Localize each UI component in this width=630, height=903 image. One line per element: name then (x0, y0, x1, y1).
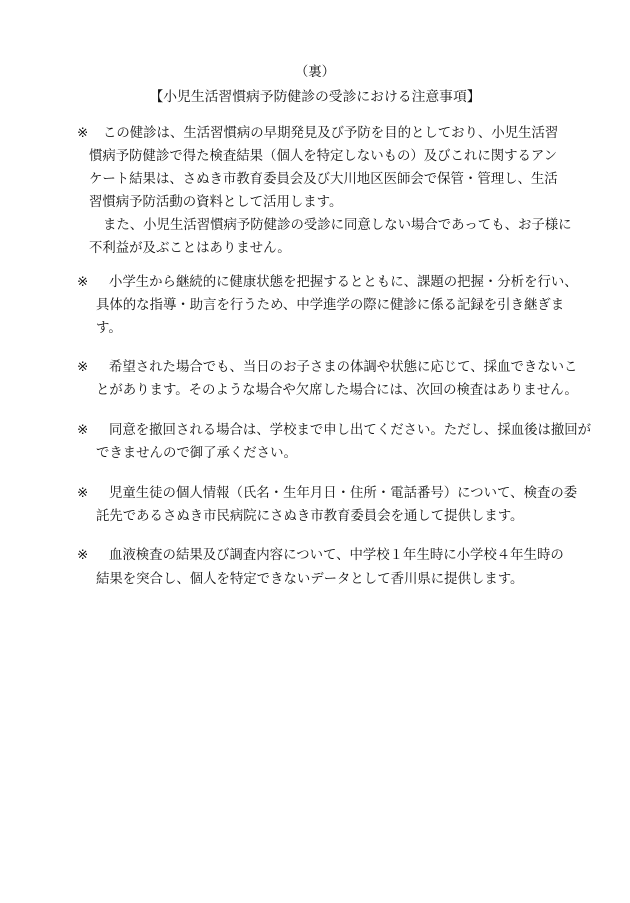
page-title: 【小児生活習慣病予防健診の受診における注意事項】 (149, 89, 481, 105)
note-marker: ※ (77, 548, 89, 563)
note-line: 小学生から継続的に健康状態を把握するとともに、課題の把握・分析を行い、 (109, 275, 578, 290)
note-marker: ※ (77, 126, 89, 141)
note-line: 同意を撤回される場合は、学校まで申し出てください。ただし、採血後は撤回が (109, 423, 592, 438)
note-line: ケート結果は、さぬき市教育委員会及び大川地区医師会で保管・管理し、生活 (89, 172, 558, 187)
note-line: す。 (96, 321, 122, 336)
note-marker: ※ (77, 486, 89, 501)
side-label: （裏） (294, 65, 336, 80)
note-marker: ※ (77, 360, 89, 375)
note-line: 慣病予防健診で得た検査結果（個人を特定しないもの）及びこれに関するアン (89, 149, 558, 164)
note-line: できませんので御了承ください。 (96, 446, 297, 461)
note-line: 希望された場合でも、当日のお子さまの体調や状態に応じて、採血できないこ (109, 360, 578, 375)
note-line: 血液検査の結果及び調査内容について、中学校１年生時に小学校４年生時の (109, 548, 564, 563)
note-marker: ※ (77, 423, 89, 438)
note-line: 不利益が及ぶことはありません。 (89, 241, 291, 256)
note-line: 具体的な指導・助言を行うため、中学進学の際に健診に係る記録を引き継ぎま (96, 298, 565, 313)
note-marker: ※ (77, 275, 89, 290)
note-line: この健診は、生活習慣病の早期発見及び予防を目的としており、小児生活習 (103, 126, 559, 141)
note-line: とがあります。そのような場合や欠席した場合には、次回の検査はありません。 (96, 383, 578, 398)
note-line: 託先であるさぬき市民病院にさぬき市教育委員会を通して提供します。 (96, 509, 524, 524)
note-line: また、小児生活習慣病予防健診の受診に同意しない場合であっても、お子様に (103, 218, 572, 233)
note-line: 結果を突合し、個人を特定できないデータとして香川県に提供します。 (96, 572, 524, 587)
note-line: 児童生徒の個人情報（氏名・生年月日・住所・電話番号）について、検査の委 (109, 486, 578, 501)
note-line: 習慣病予防活動の資料として活用します。 (89, 195, 343, 210)
